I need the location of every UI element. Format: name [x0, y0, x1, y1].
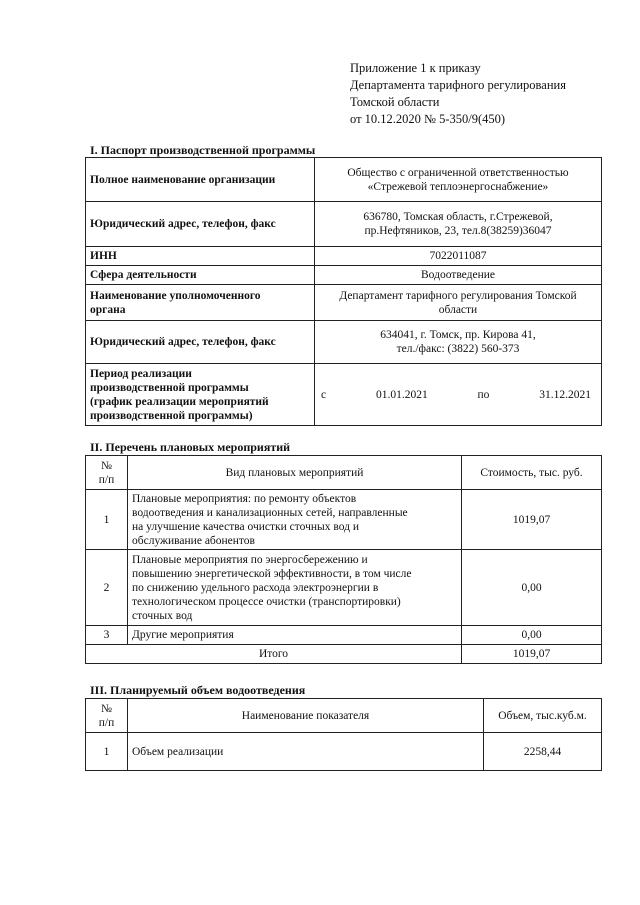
value-line: области — [438, 303, 478, 316]
period-from-date: 01.01.2021 — [375, 388, 428, 401]
table-row — [86, 626, 602, 645]
header-indicator: Наименование показателя — [128, 699, 484, 733]
value-line: Общество с ограниченной ответственностью — [347, 166, 569, 179]
measure-line: Плановые мероприятия по энергосбережению и — [132, 553, 368, 566]
header-line: п/п — [98, 716, 115, 729]
table-row — [86, 158, 602, 202]
header-cost: Стоимость, тыс. руб. — [462, 456, 602, 490]
measures-table — [85, 455, 602, 664]
label-line: органа — [90, 303, 126, 316]
row-num: 2 — [86, 550, 128, 626]
table-header-row — [86, 456, 602, 490]
row-num: 1 — [86, 733, 128, 771]
passport-table — [85, 157, 602, 426]
appendix-line: Департамента тарифного регулирования — [350, 78, 566, 92]
row-label: ИНН — [86, 247, 315, 266]
measure-line: сточных вод — [132, 609, 193, 622]
row-label: Юридический адрес, телефон, факс — [86, 202, 315, 247]
appendix-line: от 10.12.2020 № 5-350/9(450) — [350, 112, 506, 126]
row-label: Полное наименование организации — [86, 158, 315, 202]
value-line: пр.Нефтяников, 23, тел.8(38259)36047 — [364, 225, 552, 237]
label-line: Наименование уполномоченного — [90, 289, 261, 302]
row-measure — [128, 490, 462, 550]
row-label: Юридический адрес, телефон, факс — [86, 321, 315, 364]
row-label: Сфера деятельности — [86, 266, 315, 285]
table-row — [86, 550, 602, 626]
header-volume: Объем, тыс.куб.м. — [484, 699, 602, 733]
label-line: производственной программы — [90, 381, 249, 394]
value-line: 634041, г. Томск, пр. Кирова 41, — [380, 329, 536, 341]
row-value — [315, 158, 602, 202]
row-measure — [128, 550, 462, 626]
row-num: 1 — [86, 490, 128, 550]
period-from-word: с — [321, 388, 327, 401]
section1-title: I. Паспорт производственной программы — [90, 143, 316, 157]
table-row — [86, 266, 602, 285]
table-row — [86, 490, 602, 550]
period-to-word: по — [477, 388, 490, 401]
period-to-date: 31.12.2021 — [539, 388, 591, 401]
table-row — [86, 364, 602, 426]
header-num — [86, 699, 128, 733]
row-cost: 0,00 — [462, 550, 602, 626]
appendix-header — [350, 60, 566, 128]
table-row — [86, 285, 602, 321]
row-cost: 0,00 — [462, 626, 602, 645]
total-label: Итого — [86, 645, 462, 664]
value-line: «Стрежевой теплоэнергоснабжение» — [367, 180, 549, 193]
volume-table — [85, 698, 602, 771]
header-line: № — [101, 459, 112, 472]
measure-line: по снижению удельного расхода электроэнергии в — [132, 581, 379, 594]
table-row — [86, 733, 602, 771]
row-value — [315, 321, 602, 364]
label-line: Период реализации — [90, 367, 192, 380]
row-value — [315, 202, 602, 247]
table-header-row — [86, 699, 602, 733]
measure-line: обслуживание абонентов — [132, 534, 255, 547]
measure-line: повышению энергетической эффективности, в том числе — [132, 567, 412, 580]
header-line: № — [101, 702, 112, 715]
label-line: производственной программы) — [90, 409, 253, 422]
value-line: 636780, Томская область, г.Стрежевой, — [363, 211, 553, 223]
total-value: 1019,07 — [462, 645, 602, 664]
row-measure: Другие мероприятия — [128, 626, 462, 645]
row-value — [315, 285, 602, 321]
header-num — [86, 456, 128, 490]
appendix-line: Томской области — [350, 95, 440, 109]
measure-line: на улучшение качества очистки сточных вод и — [132, 520, 360, 533]
label-line: (график реализации мероприятий — [90, 395, 269, 408]
row-volume: 2258,44 — [484, 733, 602, 771]
appendix-line: Приложение 1 к приказу — [350, 61, 481, 75]
row-label — [86, 285, 315, 321]
row-label — [86, 364, 315, 426]
row-value: 7022011087 — [315, 247, 602, 266]
measure-line: технологическом процессе очистки (транспортировки) — [132, 595, 401, 608]
row-num: 3 — [86, 626, 128, 645]
table-row — [86, 247, 602, 266]
row-cost: 1019,07 — [462, 490, 602, 550]
measure-line: Плановые мероприятия: по ремонту объектов — [132, 492, 357, 505]
table-row — [86, 321, 602, 364]
row-indicator: Объем реализации — [128, 733, 484, 771]
section3-title: III. Планируемый объем водоотведения — [90, 683, 306, 697]
value-line: Департамент тарифного регулирования Томской — [339, 289, 577, 302]
total-row — [86, 645, 602, 664]
measure-line: водоотведения и канализационных сетей, направленные — [132, 506, 408, 519]
header-measure: Вид плановых мероприятий — [128, 456, 462, 490]
row-value: Водоотведение — [315, 266, 602, 285]
section2-title: II. Перечень плановых мероприятий — [90, 440, 291, 454]
value-line: тел./факс: (3822) 560-373 — [396, 343, 520, 355]
table-row — [86, 202, 602, 247]
period-value — [315, 364, 602, 426]
header-line: п/п — [98, 473, 115, 486]
